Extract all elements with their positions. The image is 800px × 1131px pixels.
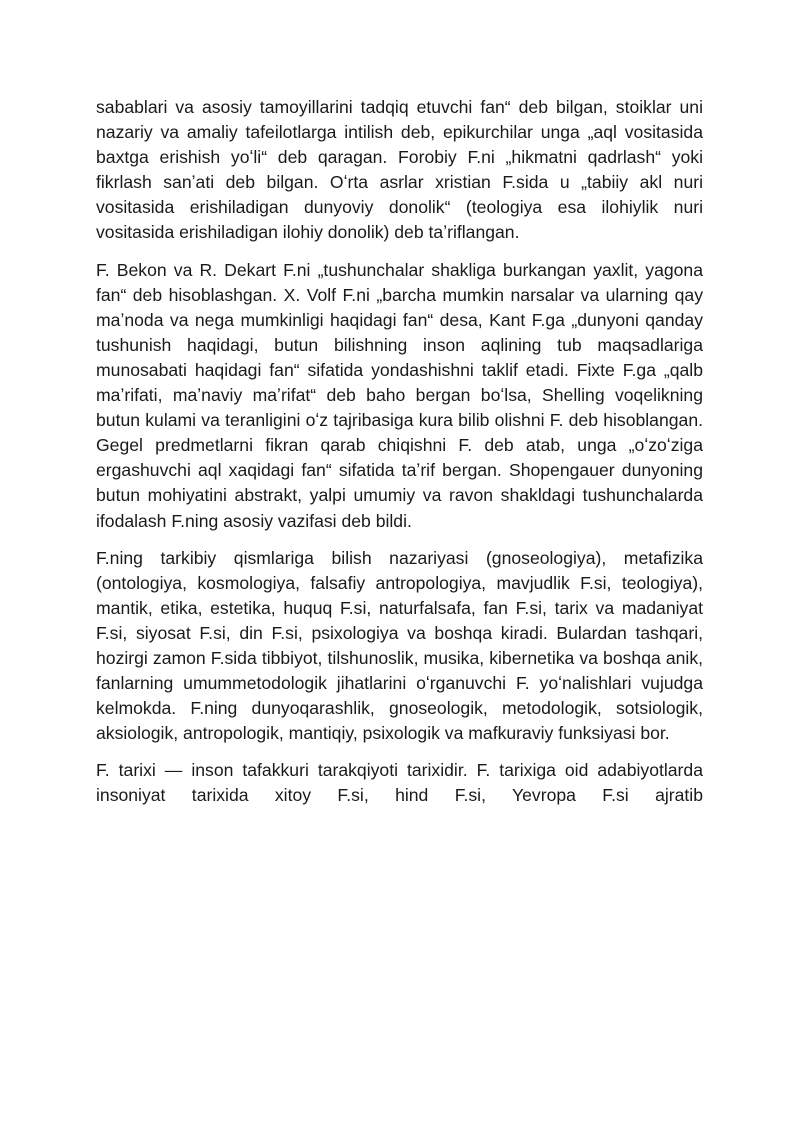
document-body — [96, 95, 703, 821]
paragraph-3: F.ning tarkibiy qismlariga bilish nazariyasi (gnoseologiya), metafizika (ontologiya, kosmologiya, falsafiy antropologiya, mavjudlik F.si, teologiya), mantik, etika, estetika, huquq F.si, naturfalsafa, fan F.si, tarix va madaniyat F.si, siyosat F.si, din F.si, psixologiya va boshqa kiradi. Bulardan tashqari, hozirgi zamon F.sida tibbiyot, tilshunoslik, musika, kibernetika va boshqa anik, fanlarning umummetodologik jihatlarini oʻrganuvchi F. yoʻnalishlari vujudga kelmokda. F.ning dunyoqarashlik, gnoseologik, metodologik, sotsiologik, aksiologik, antropologik, mantiqiy, psixologik va mafkuraviy funksiyasi bor. — [96, 547, 703, 744]
paragraph-4: F. tarixi — inson tafakkuri tarakqiyoti tarixidir. F. tarixiga oid adabiyotlarda insoniyat tarixida xitoy F.si, hind F.si, Yevropa F.si ajratib — [96, 760, 703, 806]
paragraph-1: sabablari va asosiy tamoyillarini tadqiq etuvchi fan“ deb bilgan, stoiklar uni nazariy va amaliy tafeilotlarga intilish deb, epikurchilar unga „aql vositasida baxtga erishish yoʻli“ deb qaragan. Forobiy F.ni „hikmatni qadrlash“ yoki fikrlash sanʼati deb bilgan. Oʻrta asrlar xristian F.sida u „tabiiy akl nuri vositasida erishiladigan dunyoviy donolik“ (teologiya esa ilohiylik nuri vositasida erishiladigan ilohiy donolik) deb taʼriflangan. — [96, 97, 703, 243]
paragraph-2: F. Bekon va R. Dekart F.ni „tushunchalar shakliga burkangan yaxlit, yagona fan“ deb hisoblashgan. X. Volf F.ni „barcha mumkin narsalar va ularning qay maʼnoda va nega mumkinligi haqidagi fan“ desa, Kant F.ga „dunyoni qanday tushunish haqidagi, butun bilishning inson aqlining tub maqsadlariga munosabati haqidagi fan“ sifatida yondashishni taklif etadi. Fixte F.ga „qalb maʼrifati, maʼnaviy maʼrifat“ deb baho bergan boʻlsa, Shelling voqelikning butun kulami va teranligini oʻz tajribasiga kura bilib olishni F. deb hisoblangan. Gegel predmetlarni fikran qarab chiqishni F. deb atab, unga „oʻzoʻziga ergashuvchi aql xaqidagi fan“ sifatida taʼrif bergan. Shopengauer dunyoning butun mohiyatini abstrakt, yalpi umumiy va ravon shakldagi tushunchalarda ifodalash F.ning asosiy vazifasi deb bildi. — [96, 259, 703, 531]
